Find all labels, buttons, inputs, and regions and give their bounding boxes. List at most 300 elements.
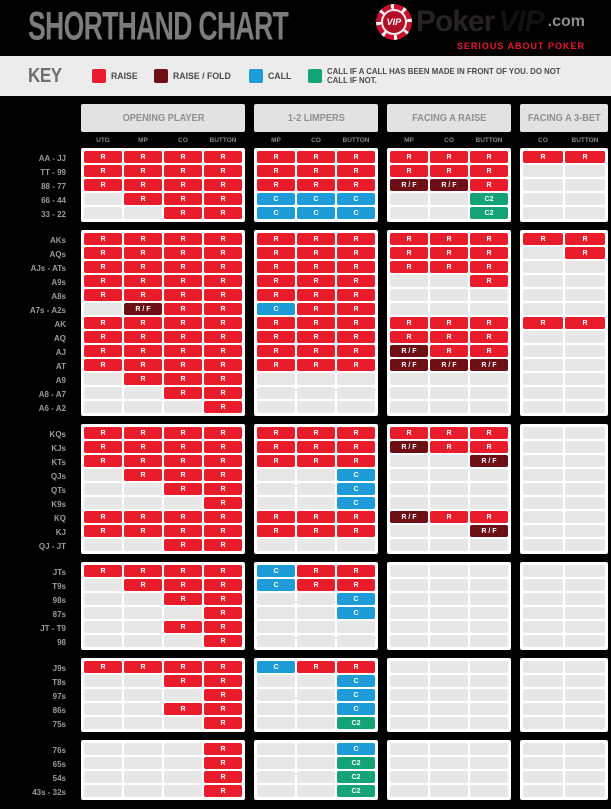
action-cell-C2: C2: [337, 771, 375, 783]
hand-label: 65s: [52, 759, 66, 769]
empty-cell: [390, 635, 428, 647]
action-cell-RF: R / F: [390, 345, 428, 357]
empty-cell: [523, 689, 563, 701]
empty-cell: [523, 441, 563, 453]
action-cell-C2: C2: [470, 193, 508, 205]
empty-cell: [565, 331, 605, 343]
empty-cell: [164, 743, 202, 755]
action-cell-R: R: [164, 165, 202, 177]
action-cell-R: R: [470, 179, 508, 191]
hand-label: KQ: [54, 513, 66, 523]
action-cell-R: R: [430, 331, 468, 343]
action-cell-R: R: [204, 743, 242, 755]
empty-cell: [84, 539, 122, 551]
action-cell-R: R: [164, 193, 202, 205]
action-cell-R: R: [84, 247, 122, 259]
action-cell-R: R: [565, 233, 605, 245]
hand-label: JT - T9: [40, 623, 66, 633]
empty-cell: [84, 207, 122, 219]
hand-label: 54s: [52, 773, 66, 783]
empty-cell: [470, 717, 508, 729]
action-cell-R: R: [470, 275, 508, 287]
empty-cell: [124, 207, 162, 219]
hand-group-1: [6, 148, 611, 222]
panel-l: [254, 562, 378, 650]
hand-label: TT - 99: [40, 167, 66, 177]
empty-cell: [297, 621, 335, 633]
action-cell-R: R: [257, 427, 295, 439]
action-cell-C: C: [257, 303, 295, 315]
action-cell-R: R: [204, 497, 242, 509]
empty-cell: [470, 689, 508, 701]
action-cell-R: R: [164, 275, 202, 287]
hand-label: QTs: [51, 485, 66, 495]
empty-cell: [390, 289, 428, 301]
action-cell-C: C: [337, 193, 375, 205]
hand-label: QJs: [50, 471, 66, 481]
action-cell-R: R: [297, 261, 335, 273]
empty-cell: [523, 539, 563, 551]
empty-cell: [124, 607, 162, 619]
panel-l: [254, 658, 378, 732]
hand-label: AK: [54, 319, 66, 329]
empty-cell: [164, 635, 202, 647]
logo-tagline: SERIOUS ABOUT POKER: [456, 41, 585, 51]
action-cell-R: R: [337, 331, 375, 343]
action-cell-R: R: [164, 207, 202, 219]
empty-cell: [523, 607, 563, 619]
action-cell-R: R: [257, 233, 295, 245]
empty-cell: [470, 785, 508, 797]
action-cell-R: R: [84, 427, 122, 439]
action-cell-R: R: [204, 401, 242, 413]
empty-cell: [565, 373, 605, 385]
empty-cell: [297, 497, 335, 509]
action-cell-R: R: [84, 359, 122, 371]
empty-cell: [390, 401, 428, 413]
empty-cell: [84, 593, 122, 605]
empty-cell: [124, 621, 162, 633]
empty-cell: [84, 193, 122, 205]
empty-cell: [565, 539, 605, 551]
empty-cell: [565, 675, 605, 687]
empty-cell: [297, 771, 335, 783]
empty-cell: [257, 483, 295, 495]
action-cell-R: R: [337, 233, 375, 245]
empty-cell: [470, 565, 508, 577]
empty-cell: [430, 703, 468, 715]
empty-cell: [297, 717, 335, 729]
action-cell-R: R: [204, 689, 242, 701]
empty-cell: [297, 675, 335, 687]
action-cell-R: R: [523, 233, 563, 245]
action-cell-R: R: [430, 261, 468, 273]
empty-cell: [430, 675, 468, 687]
empty-cell: [390, 565, 428, 577]
hand-label: 98s: [52, 595, 66, 605]
empty-cell: [565, 359, 605, 371]
empty-cell: [124, 743, 162, 755]
action-cell-C: C: [337, 743, 375, 755]
action-cell-R: R: [430, 247, 468, 259]
empty-cell: [390, 207, 428, 219]
column-header: BUTTON: [342, 137, 370, 144]
hand-label: AT: [55, 361, 66, 371]
action-cell-R: R: [84, 165, 122, 177]
empty-cell: [297, 703, 335, 715]
action-cell-R: R: [124, 275, 162, 287]
action-cell-R: R: [430, 151, 468, 163]
action-cell-R: R: [204, 427, 242, 439]
action-cell-C: C: [337, 207, 375, 219]
hand-labels: [6, 148, 72, 221]
empty-cell: [470, 635, 508, 647]
empty-cell: [430, 717, 468, 729]
action-cell-R: R: [84, 565, 122, 577]
action-cell-R: R: [470, 441, 508, 453]
empty-cell: [257, 635, 295, 647]
action-cell-R: R: [164, 151, 202, 163]
action-cell-R: R: [337, 565, 375, 577]
empty-cell: [164, 717, 202, 729]
empty-cell: [257, 373, 295, 385]
action-cell-R: R: [390, 427, 428, 439]
empty-cell: [523, 593, 563, 605]
action-cell-R: R: [523, 317, 563, 329]
empty-cell: [565, 289, 605, 301]
action-cell-R: R: [337, 275, 375, 287]
action-cell-C: C: [337, 703, 375, 715]
empty-cell: [124, 497, 162, 509]
hand-labels: [6, 740, 72, 799]
legend-swatch-R: [92, 69, 106, 83]
action-cell-R: R: [204, 525, 242, 537]
empty-cell: [565, 261, 605, 273]
empty-cell: [390, 621, 428, 633]
legend-swatch-C: [249, 69, 263, 83]
empty-cell: [297, 757, 335, 769]
action-cell-R: R: [124, 247, 162, 259]
empty-cell: [84, 675, 122, 687]
empty-cell: [124, 771, 162, 783]
legend-label: RAISE: [110, 70, 138, 82]
action-cell-R: R: [565, 317, 605, 329]
empty-cell: [523, 483, 563, 495]
empty-cell: [470, 483, 508, 495]
empty-cell: [523, 401, 563, 413]
action-cell-R: R: [390, 317, 428, 329]
empty-cell: [257, 539, 295, 551]
empty-cell: [430, 565, 468, 577]
action-cell-R: R: [204, 207, 242, 219]
hand-label: KJs: [51, 443, 66, 453]
action-cell-R: R: [337, 455, 375, 467]
action-cell-RF: R / F: [390, 511, 428, 523]
action-cell-R: R: [204, 539, 242, 551]
action-cell-RF: R / F: [390, 441, 428, 453]
action-cell-R: R: [164, 469, 202, 481]
page-title: SHORTHAND CHART: [28, 4, 289, 49]
action-cell-R: R: [204, 455, 242, 467]
action-cell-RF: R / F: [470, 359, 508, 371]
logo-brand-tld: .com: [547, 13, 585, 30]
action-cell-C2: C2: [337, 785, 375, 797]
empty-cell: [565, 345, 605, 357]
empty-cell: [470, 771, 508, 783]
action-cell-R: R: [470, 261, 508, 273]
column-header: MP: [138, 137, 148, 144]
empty-cell: [523, 469, 563, 481]
empty-cell: [565, 579, 605, 591]
pokervip-logo: [376, 4, 585, 51]
action-cell-R: R: [257, 179, 295, 191]
panel-o: [81, 230, 245, 416]
action-cell-C: C: [337, 675, 375, 687]
empty-cell: [390, 675, 428, 687]
logo-brand-vip: VIP: [498, 5, 544, 38]
action-cell-R: R: [124, 165, 162, 177]
empty-cell: [523, 525, 563, 537]
empty-cell: [257, 743, 295, 755]
action-cell-R: R: [470, 233, 508, 245]
action-cell-RF: R / F: [124, 303, 162, 315]
empty-cell: [84, 469, 122, 481]
action-cell-C: C: [257, 193, 295, 205]
action-cell-R: R: [84, 261, 122, 273]
empty-cell: [390, 303, 428, 315]
action-cell-R: R: [164, 289, 202, 301]
action-cell-C: C: [337, 689, 375, 701]
action-cell-RF: R / F: [430, 179, 468, 191]
action-cell-R: R: [84, 179, 122, 191]
empty-cell: [257, 621, 295, 633]
action-cell-R: R: [470, 331, 508, 343]
empty-cell: [430, 303, 468, 315]
empty-cell: [257, 689, 295, 701]
empty-cell: [565, 621, 605, 633]
empty-cell: [430, 539, 468, 551]
action-cell-R: R: [257, 511, 295, 523]
column-header-group-f3: [520, 137, 608, 144]
action-cell-R: R: [297, 317, 335, 329]
action-cell-R: R: [204, 345, 242, 357]
action-cell-R: R: [470, 151, 508, 163]
empty-cell: [124, 757, 162, 769]
empty-cell: [523, 427, 563, 439]
action-cell-R: R: [164, 483, 202, 495]
empty-cell: [430, 207, 468, 219]
hand-label: T9s: [52, 581, 66, 591]
column-header: BUTTON: [209, 137, 237, 144]
action-cell-R: R: [84, 441, 122, 453]
empty-cell: [297, 401, 335, 413]
empty-cell: [523, 247, 563, 259]
panel-o: [81, 424, 245, 554]
legend-item-RF: [154, 69, 236, 83]
action-cell-R: R: [204, 303, 242, 315]
empty-cell: [390, 455, 428, 467]
empty-cell: [337, 635, 375, 647]
hand-label: 43s - 32s: [32, 787, 66, 797]
panel-f3: [520, 658, 608, 732]
empty-cell: [164, 607, 202, 619]
panel-o: [81, 740, 245, 800]
section-header-opening-player: OPENING PLAYER: [81, 104, 245, 132]
action-cell-R: R: [257, 525, 295, 537]
empty-cell: [337, 387, 375, 399]
action-cell-R: R: [164, 511, 202, 523]
action-cell-R: R: [124, 359, 162, 371]
action-cell-R: R: [390, 261, 428, 273]
hand-labels: [6, 424, 72, 553]
panel-o: [81, 148, 245, 222]
action-cell-R: R: [164, 303, 202, 315]
empty-cell: [297, 785, 335, 797]
empty-cell: [297, 743, 335, 755]
column-header: UTG: [96, 137, 110, 144]
empty-cell: [390, 469, 428, 481]
action-cell-R: R: [124, 373, 162, 385]
column-headers: [6, 137, 611, 144]
action-cell-R: R: [204, 275, 242, 287]
empty-cell: [565, 427, 605, 439]
column-header-group-o: [81, 137, 245, 144]
empty-cell: [84, 757, 122, 769]
empty-cell: [430, 785, 468, 797]
empty-cell: [430, 455, 468, 467]
legend-item-C: [249, 69, 293, 83]
action-cell-R: R: [84, 275, 122, 287]
action-cell-R: R: [337, 289, 375, 301]
logo-brand-poker: Poker: [415, 5, 495, 38]
empty-cell: [523, 565, 563, 577]
empty-cell: [124, 703, 162, 715]
empty-cell: [257, 703, 295, 715]
action-cell-R: R: [164, 579, 202, 591]
action-cell-R: R: [124, 565, 162, 577]
hand-label: AJs - ATs: [30, 263, 66, 273]
empty-cell: [84, 743, 122, 755]
action-cell-RF: R / F: [470, 525, 508, 537]
empty-cell: [565, 387, 605, 399]
action-cell-R: R: [337, 151, 375, 163]
empty-cell: [124, 483, 162, 495]
panel-l: [254, 740, 378, 800]
empty-cell: [430, 635, 468, 647]
empty-cell: [84, 607, 122, 619]
action-cell-C: C: [297, 193, 335, 205]
action-cell-R: R: [337, 303, 375, 315]
empty-cell: [124, 785, 162, 797]
action-cell-R: R: [164, 621, 202, 633]
legend-label: RAISE / FOLD: [172, 70, 231, 82]
legend-title: KEY: [28, 64, 62, 87]
empty-cell: [470, 303, 508, 315]
legend-swatch-C2: [308, 69, 322, 83]
empty-cell: [297, 635, 335, 647]
action-cell-R: R: [297, 661, 335, 673]
empty-cell: [523, 703, 563, 715]
empty-cell: [523, 621, 563, 633]
action-cell-R: R: [297, 525, 335, 537]
empty-cell: [430, 757, 468, 769]
empty-cell: [565, 525, 605, 537]
hand-label: 86s: [52, 705, 66, 715]
empty-cell: [470, 539, 508, 551]
empty-cell: [297, 483, 335, 495]
panel-f3: [520, 148, 608, 222]
action-cell-R: R: [204, 593, 242, 605]
empty-cell: [523, 743, 563, 755]
hand-label: 88 - 77: [41, 181, 66, 191]
action-cell-R: R: [164, 345, 202, 357]
action-cell-R: R: [124, 469, 162, 481]
action-cell-RF: R / F: [390, 179, 428, 191]
empty-cell: [390, 703, 428, 715]
action-cell-R: R: [204, 233, 242, 245]
legend-bar: [0, 56, 611, 96]
empty-cell: [565, 455, 605, 467]
empty-cell: [390, 193, 428, 205]
empty-cell: [257, 771, 295, 783]
action-cell-R: R: [204, 289, 242, 301]
hand-label: QJ - JT: [38, 541, 66, 551]
action-cell-R: R: [124, 525, 162, 537]
action-cell-R: R: [337, 345, 375, 357]
action-cell-C: C: [297, 207, 335, 219]
action-cell-R: R: [390, 151, 428, 163]
empty-cell: [470, 373, 508, 385]
empty-cell: [390, 717, 428, 729]
action-cell-R: R: [124, 261, 162, 273]
empty-cell: [84, 703, 122, 715]
empty-cell: [297, 387, 335, 399]
action-cell-C: C: [337, 483, 375, 495]
action-cell-R: R: [164, 427, 202, 439]
panel-fr: [387, 562, 511, 650]
action-cell-R: R: [337, 511, 375, 523]
action-cell-R: R: [430, 441, 468, 453]
empty-cell: [565, 607, 605, 619]
action-cell-R: R: [297, 455, 335, 467]
action-cell-R: R: [257, 345, 295, 357]
action-cell-R: R: [297, 165, 335, 177]
section-header-1-2-limpers: 1-2 LIMPERS: [254, 104, 378, 132]
empty-cell: [523, 345, 563, 357]
action-cell-R: R: [430, 345, 468, 357]
empty-cell: [470, 579, 508, 591]
empty-cell: [337, 621, 375, 633]
empty-cell: [430, 373, 468, 385]
empty-cell: [430, 483, 468, 495]
action-cell-R: R: [164, 331, 202, 343]
empty-cell: [124, 675, 162, 687]
empty-cell: [470, 743, 508, 755]
empty-cell: [565, 441, 605, 453]
empty-cell: [430, 771, 468, 783]
hand-label: JTs: [52, 567, 66, 577]
action-cell-R: R: [164, 359, 202, 371]
hand-label: AQs: [49, 249, 66, 259]
action-cell-R: R: [204, 193, 242, 205]
empty-cell: [523, 497, 563, 509]
hand-group-3: [6, 424, 611, 554]
empty-cell: [523, 771, 563, 783]
panel-fr: [387, 148, 511, 222]
empty-cell: [565, 303, 605, 315]
action-cell-R: R: [164, 703, 202, 715]
action-cell-R: R: [297, 579, 335, 591]
